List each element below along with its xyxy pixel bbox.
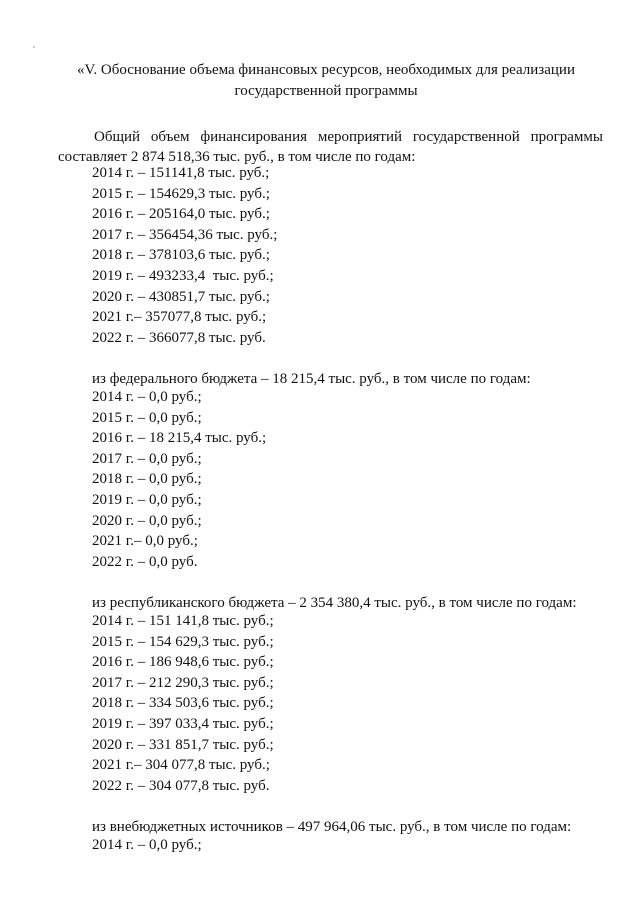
list-item: 2019 г. – 0,0 руб.; xyxy=(92,491,202,508)
list-item: 2020 г. – 0,0 руб.; xyxy=(92,512,202,529)
extrabudget-by-year-list xyxy=(92,835,202,856)
list-item: 2020 г. – 331 851,7 тыс. руб.; xyxy=(92,736,274,753)
intro-line-2: составляет 2 874 518,36 тыс. руб., в том числе по годам: xyxy=(58,149,416,165)
total-by-year-list xyxy=(92,163,277,348)
list-item: 2021 г.– 0,0 руб.; xyxy=(92,533,198,550)
list-item: 2016 г. – 186 948,6 тыс. руб.; xyxy=(92,654,274,671)
list-item: 2015 г. – 0,0 руб.; xyxy=(92,409,202,426)
section-heading-line-2: государственной программы xyxy=(234,83,418,99)
list-item: 2018 г. – 378103,6 тыс. руб.; xyxy=(92,247,270,264)
list-item: 2018 г. – 0,0 руб.; xyxy=(92,471,202,488)
list-item: 2022 г. – 304 077,8 тыс. руб. xyxy=(92,777,270,794)
intro-line-1: Общий объем финансирования мероприятий государственной программы xyxy=(94,129,603,145)
list-item: 2015 г. – 154629,3 тыс. руб.; xyxy=(92,185,270,202)
list-item: 2015 г. – 154 629,3 тыс. руб.; xyxy=(92,633,274,650)
republican-budget-lead: из республиканского бюджета – 2 354 380,4 тыс. руб., в том числе по годам: xyxy=(92,595,577,611)
list-item: 2017 г. – 212 290,3 тыс. руб.; xyxy=(92,674,274,691)
list-item: 2014 г. – 0,0 руб.; xyxy=(92,837,202,853)
scan-speck xyxy=(33,46,35,48)
federal-budget-lead: из федерального бюджета – 18 215,4 тыс. руб., в том числе по годам: xyxy=(92,371,531,387)
list-item: 2022 г. – 366077,8 тыс. руб. xyxy=(92,329,266,346)
list-item: 2017 г. – 0,0 руб.; xyxy=(92,450,202,467)
list-item: 2017 г. – 356454,36 тыс. руб.; xyxy=(92,226,278,243)
list-item: 2021 г.– 357077,8 тыс. руб.; xyxy=(92,309,267,326)
list-item: 2014 г. – 0,0 руб.; xyxy=(92,389,202,405)
list-item: 2014 г. – 151141,8 тыс. руб.; xyxy=(92,165,270,181)
list-item: 2016 г. – 18 215,4 тыс. руб.; xyxy=(92,430,267,447)
list-item: 2019 г. – 493233,4 тыс. руб.; xyxy=(92,267,274,284)
federal-by-year-list xyxy=(92,387,266,572)
intro-paragraph xyxy=(58,127,603,167)
list-item: 2014 г. – 151 141,8 тыс. руб.; xyxy=(92,613,274,629)
list-item: 2018 г. – 334 503,6 тыс. руб.; xyxy=(92,695,274,712)
section-heading-line-1: «V. Обоснование объема финансовых ресурсов, необходимых для реализации xyxy=(77,62,575,78)
list-item: 2019 г. – 397 033,4 тыс. руб.; xyxy=(92,715,274,732)
list-item: 2022 г. – 0,0 руб. xyxy=(92,553,198,570)
extrabudget-lead: из внебюджетных источников – 497 964,06 тыс. руб., в том числе по годам: xyxy=(92,819,572,835)
section-heading xyxy=(64,60,588,102)
republican-by-year-list xyxy=(92,611,274,796)
list-item: 2016 г. – 205164,0 тыс. руб.; xyxy=(92,206,270,223)
list-item: 2021 г.– 304 077,8 тыс. руб.; xyxy=(92,757,270,774)
list-item: 2020 г. – 430851,7 тыс. руб.; xyxy=(92,288,270,305)
